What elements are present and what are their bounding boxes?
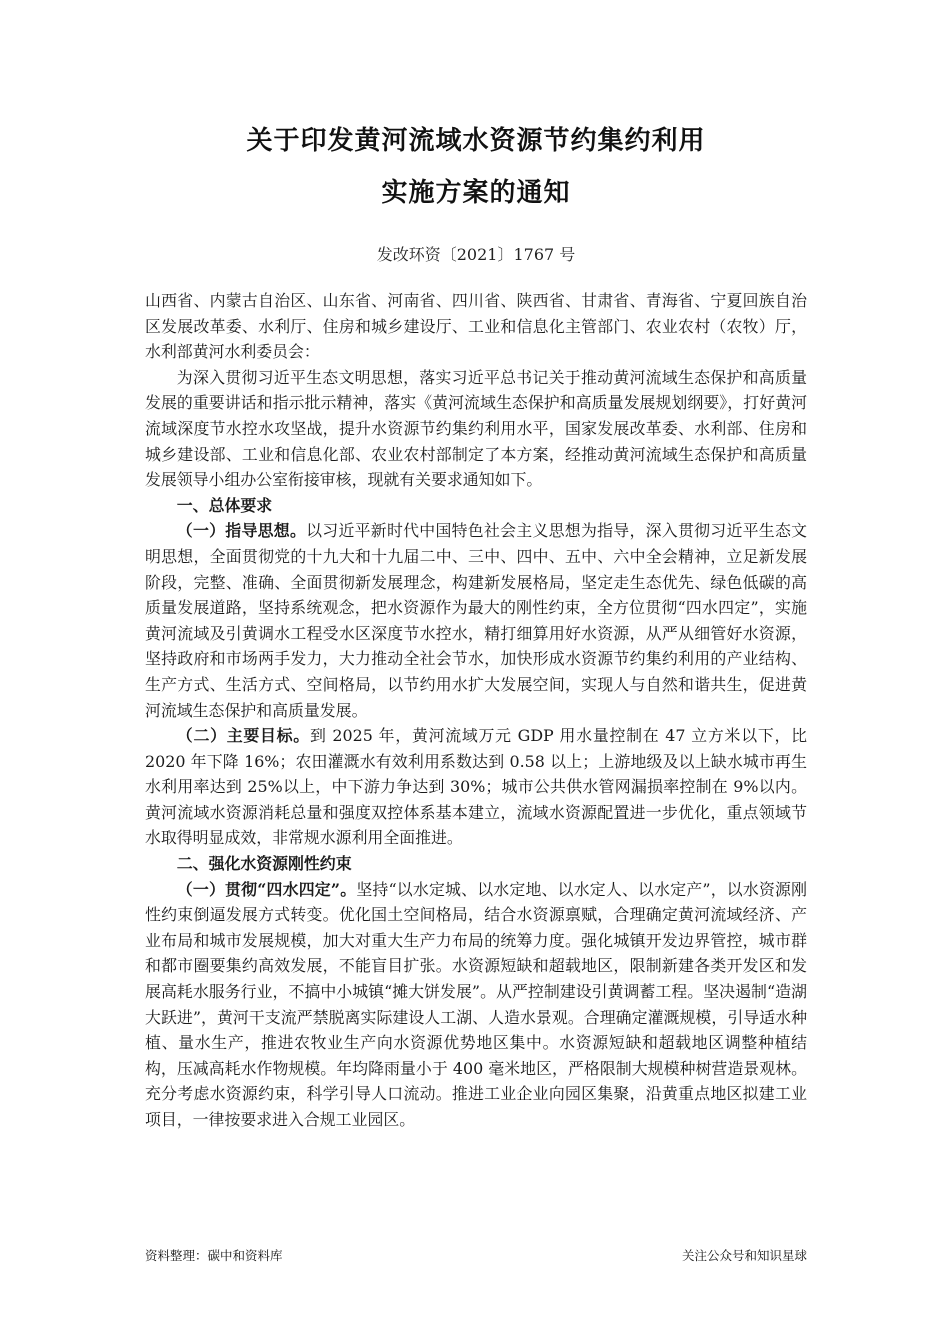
paragraph-text: 到 2025 年，黄河流域万元 GDP 用水量控制在 47 立方米以下，比 2020 年下降 16%；农田灌溉水有效利用系数达到 0.58 以上；上游地级及以上缺水城市再生水利用率达到 25%以上，中下游力争达到 30%；城市公共供水管网漏损率控制在 9%以内。黄河流域水资源消耗总量和强度双控体系基本建立，流域水资源配置进一步优化，重点领域节水取得明显成效，非常规水源利用全面推进。 (145, 726, 808, 848)
footer-source: 资料整理：碳中和资料库 (145, 1248, 283, 1263)
section-1-paragraph-2 (145, 723, 807, 851)
section-1-paragraph-1 (145, 518, 807, 723)
subsection-heading: （一）指导思想。 (176, 521, 307, 541)
paragraph-text: 坚持“以水定城、以水定地、以水定人、以水定产”，以水资源刚性约束倒逼发展方式转变。优化国土空间格局，结合水资源禀赋，合理确定黄河流域经济、产业布局和城市发展规模，加大对重大生产力布局的统筹力度。强化城镇开发边界管控，城市群和都市圈要集约高效发展，不能盲目扩张。水资源短缺和超载地区，限制新建各类开发区和发展高耗水服务行业，不搞中小城镇“摊大饼发展”。从严控制建设引黄调蓄工程。坚决遏制“造湖大跃进”，黄河干支流严禁脱离实际建设人工湖、人造水景观。合理确定灌溉规模，引导适水种植、量水生产，推进农牧业生产向水资源优势地区集中。水资源短缺和超载地区调整种植结构，压减高耗水作物规模。年均降雨量小于 400 毫米地区，严格限制大规模种树营造景观林。充分考虑水资源约束，科学引导人口流动。推进工业企业向园区集聚，沿黄重点地区拟建工业项目，一律按要求进入合规工业园区。 (145, 879, 808, 1129)
intro-paragraph: 为深入贯彻习近平生态文明思想，落实习近平总书记关于推动黄河流域生态保护和高质量发展的重要讲话和指示批示精神，落实《黄河流域生态保护和高质量发展规划纲要》，打好黄河流域深度节水控水攻坚战，提升水资源节约集约利用水平，国家发展改革委、水利部、住房和城乡建设部、工业和信息化部、农业农村部制定了本方案，经推动黄河流域生态保护和高质量发展领导小组办公室衔接审核，现就有关要求通知如下。 (145, 367, 807, 490)
document-title-line-1: 关于印发黄河流域水资源节约集约利用 (246, 126, 706, 156)
section-2-heading: 二、强化水资源刚性约束 (176, 854, 352, 874)
document-title-line-2: 实施方案的通知 (381, 178, 571, 208)
section-1-heading: 一、总体要求 (176, 495, 273, 515)
footer-follow: 关注公众号和知识星球 (681, 1248, 807, 1263)
document-body (145, 288, 807, 1133)
subsection-heading: （二）主要目标。 (176, 726, 310, 746)
addressee-paragraph: 山西省、内蒙古自治区、山东省、河南省、四川省、陕西省、甘肃省、青海省、宁夏回族自治区发展改革委、水利厅、住房和城乡建设厅、工业和信息化主管部门、农业农村（农牧）厅，水利部黄河水利委员会： (145, 291, 807, 362)
page-footer (145, 1246, 807, 1264)
paragraph-text: 以习近平新时代中国特色社会主义思想为指导，深入贯彻习近平生态文明思想，全面贯彻党的十九大和十九届二中、三中、四中、五中、六中全会精神，立足新发展阶段，完整、准确、全面贯彻新发展理念，构建新发展格局，坚定走生态优先、绿色低碳的高质量发展道路，坚持系统观念，把水资源作为最大的刚性约束，全方位贯彻“四水四定”，实施黄河流域及引黄调水工程受水区深度节水控水，精打细算用好水资源，从严从细管好水资源，坚持政府和市场两手发力，大力推动全社会节水，加快形成水资源节约集约利用的产业结构、生产方式、生活方式、空间格局，以节约用水扩大发展空间，实现人与自然和谐共生，促进黄河流域生态保护和高质量发展。 (145, 521, 808, 720)
section-2-paragraph-1 (145, 877, 807, 1133)
document-number: 发改环资〔2021〕1767 号 (376, 245, 576, 264)
subsection-heading: （一）贯彻“四水四定”。 (176, 879, 357, 899)
